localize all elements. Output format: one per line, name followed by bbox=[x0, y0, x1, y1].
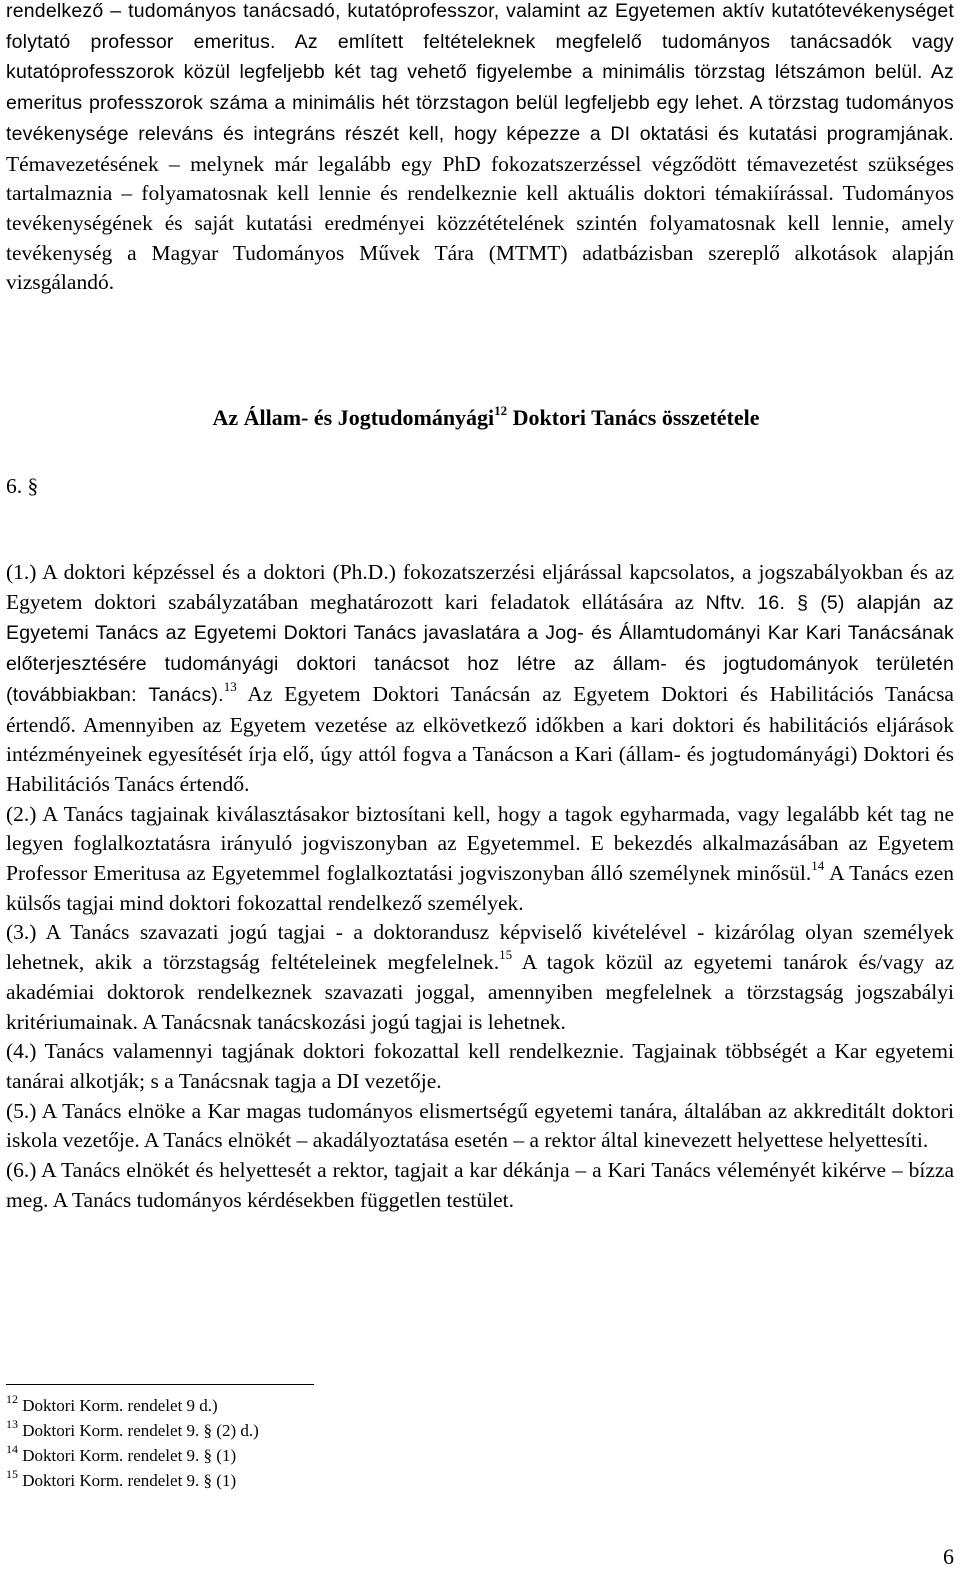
footnote: $^{13}$ Doktori Korm. rendelet 9. § (2) d.) bbox=[6, 1417, 259, 1440]
footnotes bbox=[6, 1393, 606, 1493]
page-number: 6 bbox=[943, 1544, 954, 1569]
section-number: 6. § bbox=[6, 474, 39, 498]
paragraph-3: (3.) A Tanács szavazati jogú tagjai - a doktorandusz képviselő kivételével - kizárólag olyan személyek lehetnek, akik a törzstagság feltételeinek megfelelnek.$^{15}$ A tagok közül az egyetemi tanárok és/vagy az akadémiai doktorok rendelkeznek szavazati joggal, amennyiben megfelelnek a törzstagság jogszabályi kritériumainak. A Tanácsnak tanácskozási jogú tagjai is lehetnek. bbox=[6, 920, 954, 1034]
paragraph-1: (1.) A doktori képzéssel és a doktori (Ph.D.) fokozatszerzési eljárással kapcsolatos, a jogszabályokban és az Egyetem doktori szabályzatában meghatározott kari feladatok ellátására az Nftv. 16. § (5) alapján az Egyetemi Tanács az Egyetemi Doktori Tanács javaslatára a Jog- és Államtudományi Kar Kari Tanácsának előterjesztésére tudományági doktori tanácsot hoz létre az állam- és jogtudományok területén (továbbiakban: Tanács).$^{13}$ Az Egyetem Doktori Tanácsán az Egyetem Doktori és Habilitációs Tanácsa értendő. Amennyiben az Egyetem vezetése az elkövetkező időkben a kari doktori és habilitációs eljárások intézményeinek egyesítését írja elő, úgy attól fogva a Tanácson a Kari (állam- és jogtudományági) Doktori és Habilitációs Tanács értendő. bbox=[6, 560, 954, 796]
footnote-ref: 13 bbox=[223, 678, 237, 694]
paragraph-6: (6.) A Tanács elnökét és helyettesét a rektor, tagjait a kar dékánja – a Kari Tanács véleményét kikérve – bízza meg. A Tanács tudományos kérdésekben független testület. bbox=[6, 1158, 954, 1212]
footnote-divider bbox=[6, 1384, 314, 1385]
footnote: $^{15}$ Doktori Korm. rendelet 9. § (1) bbox=[6, 1467, 237, 1490]
footnote-ref: 15 bbox=[499, 947, 513, 963]
footnote-ref: 12 bbox=[494, 403, 508, 418]
text-run: Témavezetésének – melynek már legalább egy PhD fokozatszerzéssel végződött témavezetést szükséges tartalmaznia – folyamatosnak kell lennie és rendelkeznie kell aktuális doktori témakiírással. bbox=[6, 151, 954, 206]
paragraph-2: (2.) A Tanács tagjainak kiválasztásakor biztosítani kell, hogy a tagok egyharmada, vagy legalább két tag ne legyen foglalkoztatásra irányuló jogviszonyban az Egyetemmel. E bekezdés alkalmazásában az Egyetem Professor Emeritusa az Egyetemmel foglalkoztatási jogviszonyban álló személynek minősül.$^{14}$ A Tanács ezen külsős tagjai mind doktori fokozattal rendelkező személyek. bbox=[6, 801, 954, 915]
paragraph-4: (4.) Tanács valamennyi tagjának doktori fokozattal kell rendelkeznie. Tagjainak többségét a Kar egyetemi tanárai alkotják; s a Tanácsnak tagja a DI vezetője. bbox=[6, 1039, 954, 1093]
footnote: $^{12}$ Doktori Korm. rendelet 9 d.) bbox=[6, 1392, 218, 1415]
section-body bbox=[6, 558, 954, 1215]
footnote-ref: 14 bbox=[811, 858, 825, 874]
paragraph-5: (5.) A Tanács elnöke a Kar magas tudományos elismertségű egyetemi tanára, általában az akkreditált doktori iskola vezetője. A Tanács elnökét – akadályoztatása esetén – a rektor által kinevezett helyettese helyettesíti. bbox=[6, 1098, 954, 1153]
footnote: $^{14}$ Doktori Korm. rendelet 9. § (1) bbox=[6, 1442, 237, 1465]
paragraph bbox=[6, 0, 954, 298]
text-run: Tudományos tevékenységének és saját kutatási eredményei közzétételének szintén folyamatosnak kell lennie, amely tevékenység a Magyar Tudományos Művek Tára (MTMT) adatbázisban szereplő alkotások alapján vizsgálandó. bbox=[6, 181, 954, 295]
text-run: rendelkező – tudományos tanácsadó, kutatóprofesszor, valamint az Egyetemen aktív kutatótevékenységet folytató professor emeritus. Az említett feltételeknek megfelelő tudományos tanácsadók vagy kutatóprofesszorok közül legfeljebb két tag vehető figyelembe a minimális törzstag létszámon belül. Az emeritus professzorok száma a minimális hét törzstagon belül legfeljebb egy lehet. A törzstag tudományos tevékenysége releváns és integráns részét kell, hogy képezze a DI oktatási és kutatási programjának. bbox=[6, 0, 954, 145]
section-heading: Az Állam- és Jogtudományági$^{12}$ Doktori Tanács összetétele bbox=[212, 403, 760, 430]
intro-text bbox=[6, 0, 954, 298]
